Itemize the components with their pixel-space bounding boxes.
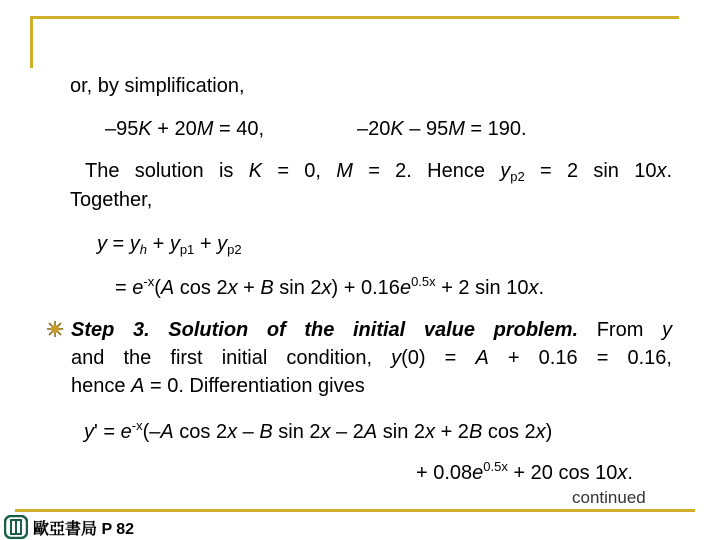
together-line: Together, [70, 189, 153, 211]
publisher-logo-icon [4, 515, 28, 539]
derivative-equation: $y' = e^{-x}(-A$ cos 2x – B sin 2x – 2A sin 2x + 2B cos 2x) [84, 418, 553, 443]
step3-line-3: hence A = 0. Differentiation gives [71, 375, 365, 397]
bullet-icon [46, 320, 64, 338]
frame-left-rule [30, 16, 33, 68]
step3-line-2: and the first initial condition, y(0) = A + 0.16 = 0.16, [71, 347, 672, 369]
step3-line-1: Step 3. Solution of the initial value problem. From y [71, 319, 672, 341]
frame-bottom-rule [15, 509, 695, 512]
solution-line: The solution is K = 0, M = 2. Hence $y_{p2} = 2$ sin 10x. [85, 160, 673, 184]
derivative-equation-continued: + $0.08e^{0.5x} + 20$ cos 10x. [416, 459, 633, 484]
solution-sum-equation: $y = y_h + y_{p1} + y_{p2}$ [97, 233, 242, 257]
equation-2: –20K – 95M = 190. [357, 118, 527, 140]
equation-1: –95K + 20M = 40, [105, 118, 265, 140]
general-solution-expression: = $e^{-x}(A$ cos 2x + B $\sin 2x) + 0.16e^{0.5x} + 2$ sin 10x. [115, 274, 545, 299]
continued-label: continued [572, 488, 646, 507]
intro-line: or, by simplification, [70, 75, 245, 97]
footer-publisher-page: 歐亞書局 P 82 [33, 521, 135, 538]
frame-top-rule [30, 16, 679, 19]
